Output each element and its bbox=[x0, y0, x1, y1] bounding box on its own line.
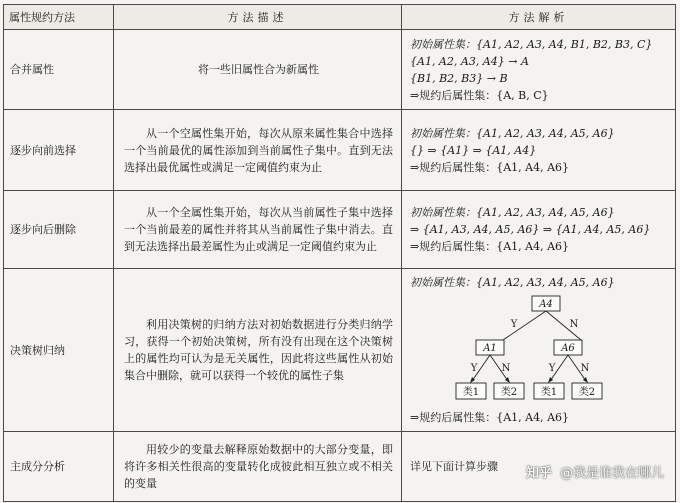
table-row bbox=[4, 269, 676, 432]
row-description: 用较少的变量去解释原始数据中的大部分变量，即将许多相关性很高的变量转化成彼此相互独立或不相关的变量 bbox=[114, 432, 402, 502]
branch-no-label: N bbox=[580, 363, 590, 374]
analysis-line: ⇒ {A1, A3, A4, A5, A6} ⇒ {A1, A4, A5, A6} bbox=[410, 223, 651, 236]
branch-yes-label: Y bbox=[510, 319, 518, 330]
tree-leaf-label: 类1 bbox=[540, 387, 558, 398]
row-description: 从一个全属性集开始，每次从当前属性子集中选择一个当前最差的属性并将其从当前属性子集中消去。直到无法选择出最差属性为止或满足一定阈值约束为止 bbox=[114, 191, 402, 269]
analysis-line: ⇒规约后属性集：{A, B, C} bbox=[410, 88, 549, 102]
table-row bbox=[4, 110, 676, 191]
table-row bbox=[4, 30, 676, 110]
attribute-reduction-table bbox=[3, 4, 676, 502]
analysis-line: ⇒规约后属性集：{A1, A4, A6} bbox=[410, 411, 570, 424]
analysis-line: 初始属性集：{A1, A2, A3, A4, A5, A6} bbox=[410, 126, 615, 140]
row-method-name: 逐步向后删除 bbox=[4, 191, 114, 269]
row-analysis bbox=[402, 110, 676, 191]
row-description: 将一些旧属性合为新属性 bbox=[114, 30, 402, 110]
tree-node-right-label: A6 bbox=[561, 343, 575, 354]
row-analysis bbox=[402, 30, 676, 110]
analysis-line: ⇒规约后属性集：{A1, A4, A6} bbox=[410, 160, 570, 174]
analysis-line: {} ⇒ {A1} ⇒ {A1, A4} bbox=[410, 143, 537, 157]
header-description: 方法描述 bbox=[114, 5, 402, 30]
row-method-name: 决策树归纳 bbox=[4, 269, 114, 432]
zhihu-logo: 知乎 bbox=[525, 466, 552, 481]
table-row bbox=[4, 191, 676, 269]
row-method-name: 逐步向前选择 bbox=[4, 110, 114, 191]
row-analysis: 详见下面计算步骤 bbox=[402, 432, 676, 502]
branch-no-label: N bbox=[569, 319, 579, 330]
analysis-line: {B1, B2, B3} → B bbox=[410, 71, 508, 85]
tree-edge bbox=[503, 311, 546, 340]
row-analysis bbox=[402, 269, 676, 432]
header-method: 属性规约方法 bbox=[4, 5, 114, 30]
analysis-line: 初始属性集：{A1, A2, A3, A4, B1, B2, B3, C} bbox=[410, 37, 653, 51]
tree-leaf-label: 类1 bbox=[462, 387, 480, 398]
analysis-line: {A1, A2, A3, A4} → A bbox=[410, 54, 529, 68]
analysis-line: 初始属性集：{A1, A2, A3, A4, A5, A6} bbox=[410, 276, 615, 289]
analysis-line: 初始属性集：{A1, A2, A3, A4, A5, A6} bbox=[410, 206, 615, 219]
header-analysis: 方法解析 bbox=[402, 5, 676, 30]
tree-leaf-label: 类2 bbox=[500, 387, 518, 398]
row-method-name: 主成分分析 bbox=[4, 432, 114, 502]
branch-no-label: N bbox=[501, 363, 511, 374]
row-description: 从一个空属性集开始，每次从原来属性集合中选择一个当前最优的属性添加到当前属性子集中。直到无法选择出最优属性或满足一定阈值约束为止 bbox=[114, 110, 402, 191]
table-header-row bbox=[4, 5, 676, 30]
watermark-author: @我是谁我在哪儿 bbox=[559, 466, 664, 481]
analysis-line: ⇒规约后属性集：{A1, A4, A6} bbox=[410, 240, 570, 253]
tree-node-root-label: A4 bbox=[539, 299, 553, 310]
row-description: 利用决策树的归纳方法对初始数据进行分类归纳学习，获得一个初始决策树，所有没有出现在这个决策树上的属性均可认为是无关属性，因此将这些属性从初始集合中删除，就可以获得一个较优的属性子集 bbox=[114, 269, 402, 432]
tree-node-left-label: A1 bbox=[483, 343, 497, 354]
row-method-name: 合并属性 bbox=[4, 30, 114, 110]
decision-tree-diagram bbox=[410, 291, 650, 409]
decision-tree bbox=[410, 291, 669, 409]
branch-yes-label: Y bbox=[470, 363, 478, 374]
row-analysis bbox=[402, 191, 676, 269]
branch-yes-label: Y bbox=[548, 363, 556, 374]
zhihu-watermark bbox=[526, 462, 664, 481]
tree-leaf-label: 类2 bbox=[578, 387, 596, 398]
